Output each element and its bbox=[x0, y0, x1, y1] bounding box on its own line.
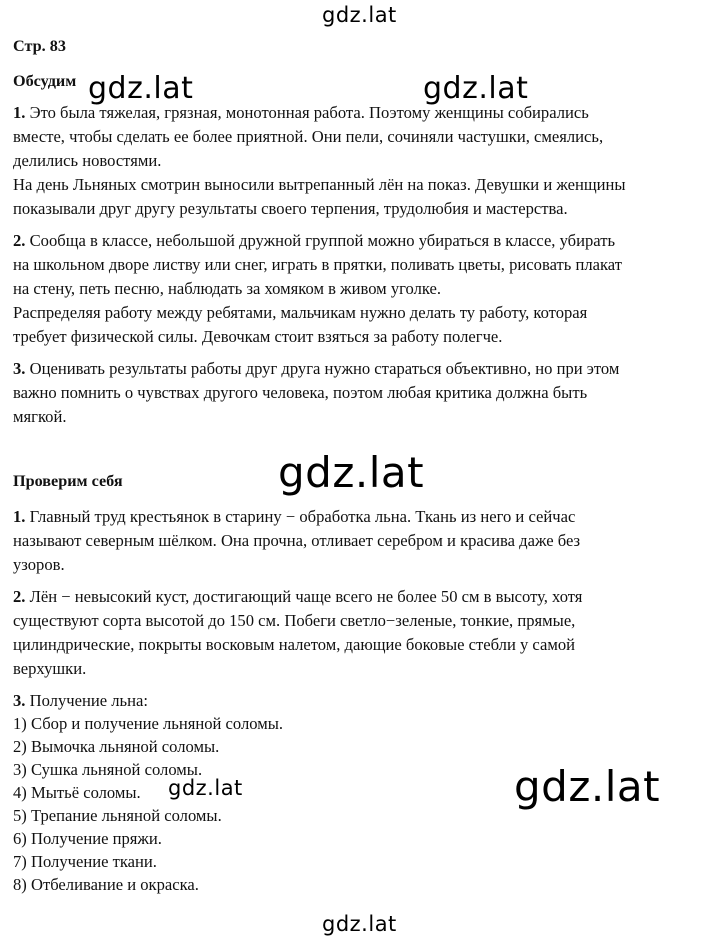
line-text: Оценивать результаты работы друг друга нужно стараться объективно, но при этом bbox=[29, 359, 620, 378]
list-step-1: 1) Сбор и получение льняной соломы. bbox=[13, 714, 284, 733]
discuss-item-2-line-3: на стену, петь песню, наблюдать за хомяком в живом уголке. bbox=[13, 279, 442, 298]
page-label: Стр. 83 bbox=[13, 37, 66, 55]
list-step-3: 3) Сушка льняной соломы. bbox=[13, 760, 203, 779]
discuss-item-1-line-4: На день Льняных смотрин выносили вытрепанный лён на показ. Девушки и женщины bbox=[13, 175, 626, 194]
item-number: 2. bbox=[13, 587, 26, 606]
check-item-2-line-2: существуют сорта высотой до 150 см. Побеги светло−зеленые, тонкие, прямые, bbox=[13, 611, 576, 630]
check-item-2-line-3: цилиндрические, покрыты восковым налетом, дающие боковые стебли у самой bbox=[13, 635, 576, 654]
section-title-discuss: Обсудим bbox=[13, 72, 77, 90]
watermark-lower-left: gdz.lat bbox=[168, 776, 243, 800]
item-number: 1. bbox=[13, 507, 26, 526]
discuss-item-2-line-2: на школьном дворе листву или снег, играть в прятки, поливать цветы, рисовать плакат bbox=[13, 255, 622, 274]
check-item-1-line-3: узоров. bbox=[13, 555, 65, 574]
line-text: Лён − невысокий куст, достигающий чаще всего не более 50 см в высоту, хотя bbox=[29, 587, 583, 606]
line-text: Главный труд крестьянок в старину − обработка льна. Ткань из него и сейчас bbox=[29, 507, 576, 526]
list-step-2: 2) Вымочка льняной соломы. bbox=[13, 737, 220, 756]
check-item-3-line-1 bbox=[13, 690, 148, 712]
item-number: 2. bbox=[13, 231, 26, 250]
line-text: Получение льна: bbox=[29, 691, 148, 710]
watermark-bottom: gdz.lat bbox=[322, 912, 397, 936]
check-item-2-line-1 bbox=[13, 586, 582, 608]
watermark-top: gdz.lat bbox=[322, 3, 397, 27]
discuss-item-1-line-3: делились новостями. bbox=[13, 151, 162, 170]
item-number: 3. bbox=[13, 691, 26, 710]
watermark-lower-right: gdz.lat bbox=[514, 762, 661, 811]
discuss-item-2-line-5: требует физической силы. Девочкам стоит взяться за работу полегче. bbox=[13, 327, 503, 346]
line-text: Сообща в классе, небольшой дружной группой можно убираться в классе, убирать bbox=[29, 231, 616, 250]
list-step-6: 6) Получение пряжи. bbox=[13, 829, 162, 848]
discuss-item-1-line-2: вместе, чтобы сделать ее более приятной. Они пели, сочиняли частушки, смеялись, bbox=[13, 127, 604, 146]
check-item-1-line-1 bbox=[13, 506, 575, 528]
discuss-item-1-line-1 bbox=[13, 102, 589, 124]
discuss-item-3-line-3: мягкой. bbox=[13, 407, 67, 426]
watermark-middle: gdz.lat bbox=[278, 448, 425, 497]
discuss-item-2-line-1 bbox=[13, 230, 615, 252]
item-number: 3. bbox=[13, 359, 26, 378]
list-step-5: 5) Трепание льняной соломы. bbox=[13, 806, 222, 825]
line-text: Это была тяжелая, грязная, монотонная работа. Поэтому женщины собирались bbox=[29, 103, 589, 122]
section-title-check-yourself: Проверим себя bbox=[13, 472, 123, 490]
watermark-header-left: gdz.lat bbox=[88, 71, 194, 106]
watermark-header-right: gdz.lat bbox=[423, 71, 529, 106]
discuss-item-3-line-1 bbox=[13, 358, 619, 380]
discuss-item-1-line-5: показывали друг другу результаты своего терпения, трудолюбия и мастерства. bbox=[13, 199, 568, 218]
list-step-4: 4) Мытьё соломы. bbox=[13, 783, 141, 802]
list-step-8: 8) Отбеливание и окраска. bbox=[13, 875, 199, 894]
discuss-item-3-line-2: важно помнить о чувствах другого человека, поэтом любая критика должна быть bbox=[13, 383, 588, 402]
check-item-1-line-2: называют северным шёлком. Она прочна, отливает серебром и красива даже без bbox=[13, 531, 581, 550]
list-step-7: 7) Получение ткани. bbox=[13, 852, 157, 871]
discuss-item-2-line-4: Распределяя работу между ребятами, мальчикам нужно делать ту работу, которая bbox=[13, 303, 588, 322]
item-number: 1. bbox=[13, 103, 26, 122]
check-item-2-line-4: верхушки. bbox=[13, 659, 87, 678]
